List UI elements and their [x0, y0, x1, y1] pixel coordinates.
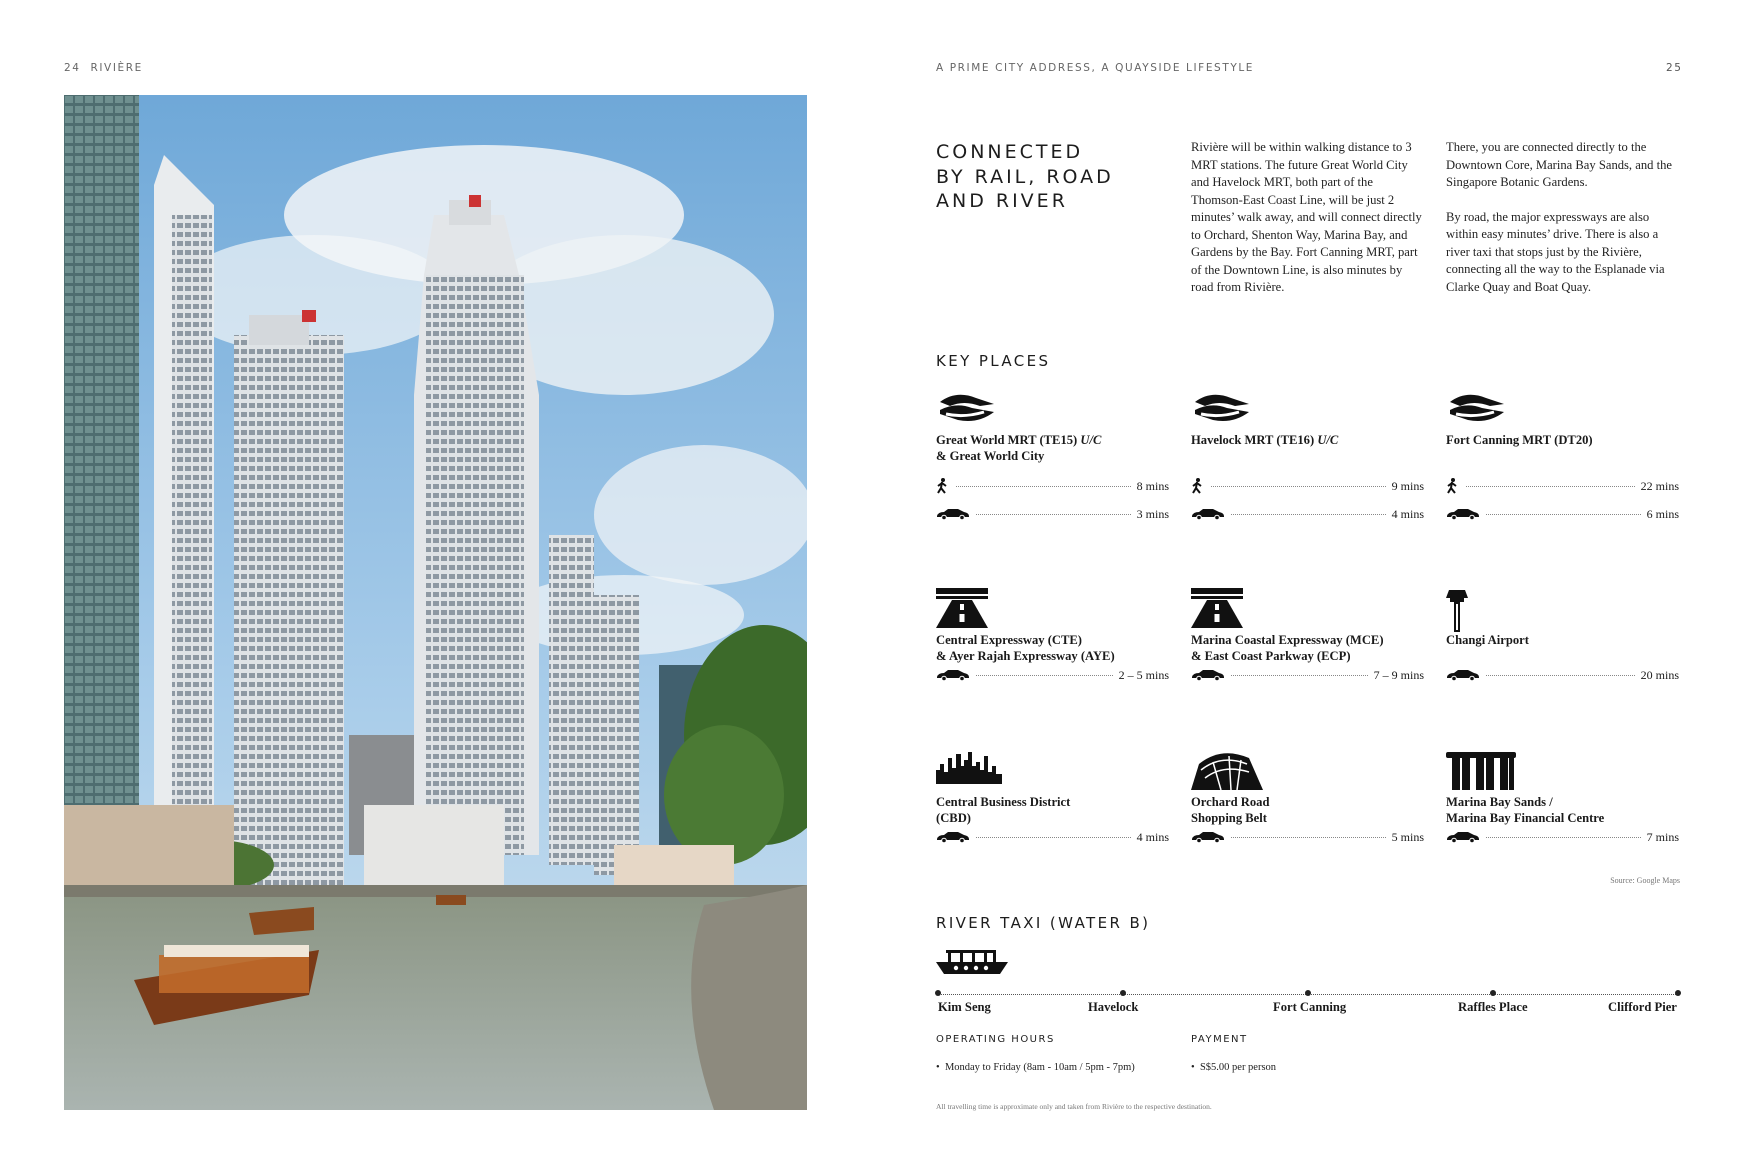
- driving-time-row: [1191, 668, 1424, 682]
- intro-column-2: [1446, 139, 1682, 313]
- section-heading: CONNECTED BY RAIL, ROAD AND RIVER: [936, 141, 1114, 212]
- key-place-1: [936, 392, 1169, 521]
- walking-time-row: [1191, 479, 1424, 493]
- driving-time-row: [1446, 830, 1679, 844]
- payment-text: • S$5.00 per person: [1191, 1062, 1277, 1073]
- dotted-leader: [1486, 837, 1641, 838]
- driving-time-row: [1191, 830, 1424, 844]
- drive-time: 6 mins: [1646, 506, 1679, 521]
- route-stop-name: Raffles Place: [1458, 1000, 1528, 1014]
- walking-icon: [1446, 478, 1460, 494]
- key-place-5: [1191, 588, 1424, 682]
- payment-value: S$5.00 per person: [1199, 1062, 1277, 1073]
- dotted-leader: [1486, 675, 1635, 676]
- dotted-leader: [1231, 514, 1386, 515]
- driving-time-row: [936, 668, 1169, 682]
- mrt-logo-icon: [936, 392, 1169, 422]
- intro-paragraph: By road, the major expressways are also within easy minutes’ drive. There is also a river taxi that stops just by the Rivière, connecting all the way to the Esplanade via Clarke Quay and Boat Quay.: [1446, 209, 1665, 294]
- place-name: Changi Airport: [1446, 633, 1529, 647]
- key-place-2: [1191, 392, 1424, 521]
- dotted-leader: [1466, 486, 1635, 487]
- key-place-6: [1446, 588, 1679, 682]
- operating-hours-value: Monday to Friday (8am - 10am / 5pm - 7pm): [944, 1062, 1135, 1073]
- marina-bay-sands-icon: [1446, 750, 1679, 792]
- dotted-leader: [1231, 837, 1386, 838]
- walking-icon: [936, 478, 950, 494]
- operating-hours-text: • Monday to Friday (8am - 10am / 5pm - 7pm): [936, 1062, 1135, 1073]
- driving-time-row: [936, 830, 1169, 844]
- key-place-7: [936, 750, 1169, 844]
- walking-time-row: [936, 479, 1169, 493]
- walk-time: 8 mins: [1136, 478, 1169, 493]
- key-places-heading: KEY PLACES: [936, 352, 1051, 370]
- right-page-header: A PRIME CITY ADDRESS, A QUAYSIDE LIFESTYLE: [936, 62, 1255, 74]
- driving-time-row: [936, 507, 1169, 521]
- intro-paragraph: Rivière will be within walking distance to 3 MRT stations. The future Great World City and Havelock MRT, both part of the Thomson-East Coast Line, will be just 2 minutes’ walk away, and will connect directly to Orchard, Shenton Way, Marina Bay, and Gardens by the Bay. Fort Canning MRT, part of the Downtown Line, is also minutes by road from Rivière.: [1191, 140, 1422, 294]
- river-taxi-heading: RIVER TAXI (WATER B): [936, 914, 1151, 932]
- route-stop-name: Fort Canning: [1273, 1000, 1347, 1014]
- orchard-building-icon: [1191, 750, 1424, 792]
- route-stop-name: Havelock: [1088, 1000, 1139, 1014]
- car-icon: [1446, 669, 1480, 681]
- key-place-8: [1191, 750, 1424, 844]
- key-place-4: [936, 588, 1169, 682]
- drive-time: 7 mins: [1646, 829, 1679, 844]
- control-tower-icon: [1446, 588, 1679, 630]
- key-place-9: [1446, 750, 1679, 844]
- dotted-leader: [976, 675, 1113, 676]
- car-icon: [936, 508, 970, 520]
- dotted-leader: [1486, 514, 1641, 515]
- drive-time: 2 – 5 mins: [1118, 667, 1169, 682]
- route-stop-dot: [935, 990, 941, 996]
- route-stop-dot: [1675, 990, 1681, 996]
- route-stop-name: Clifford Pier: [1608, 1000, 1677, 1014]
- drive-time: 7 – 9 mins: [1373, 667, 1424, 682]
- dotted-leader: [1211, 486, 1386, 487]
- brand-title: RIVIÈRE: [90, 62, 143, 74]
- dotted-leader: [976, 514, 1131, 515]
- place-name: Great World MRT (TE15) U/C & Great World City: [936, 433, 1102, 463]
- route-stop-dot: [1120, 990, 1126, 996]
- place-name: Central Expressway (CTE) & Ayer Rajah Expressway (AYE): [936, 633, 1115, 663]
- mrt-logo-icon: [1446, 392, 1679, 422]
- place-name: Marina Bay Sands / Marina Bay Financial Centre: [1446, 795, 1605, 825]
- intro-column-1: [1191, 139, 1427, 314]
- car-icon: [1446, 508, 1480, 520]
- driving-time-row: [1191, 507, 1424, 521]
- car-icon: [1446, 831, 1480, 843]
- route-stop-name: Kim Seng: [938, 1000, 991, 1014]
- walking-time-row: [1446, 479, 1679, 493]
- place-name: Fort Canning MRT (DT20): [1446, 433, 1593, 447]
- expressway-icon: [936, 588, 1169, 630]
- car-icon: [936, 669, 970, 681]
- car-icon: [1191, 831, 1225, 843]
- place-name: Orchard Road Shopping Belt: [1191, 795, 1270, 825]
- operating-hours-label: OPERATING HOURS: [936, 1034, 1055, 1045]
- dotted-leader: [956, 486, 1131, 487]
- place-name: Marina Coastal Expressway (MCE) & East Coast Parkway (ECP): [1191, 633, 1384, 663]
- expressway-icon: [1191, 588, 1424, 630]
- skyline-icon: [936, 750, 1169, 792]
- page-number-right: 25: [1666, 62, 1683, 74]
- driving-time-row: [1446, 507, 1679, 521]
- mrt-logo-icon: [1191, 392, 1424, 422]
- river-taxi-boat-icon: [936, 948, 1008, 981]
- dotted-leader: [976, 837, 1131, 838]
- walk-time: 22 mins: [1640, 478, 1679, 493]
- drive-time: 4 mins: [1391, 506, 1424, 521]
- driving-time-row: [1446, 668, 1679, 682]
- route-stop-dot: [1490, 990, 1496, 996]
- drive-time: 5 mins: [1391, 829, 1424, 844]
- place-name: Havelock MRT (TE16) U/C: [1191, 433, 1339, 447]
- key-place-3: [1446, 392, 1679, 521]
- walking-icon: [1191, 478, 1205, 494]
- walk-time: 9 mins: [1391, 478, 1424, 493]
- car-icon: [1191, 669, 1225, 681]
- drive-time: 3 mins: [1136, 506, 1169, 521]
- dotted-leader: [1231, 675, 1368, 676]
- place-name: Central Business District (CBD): [936, 795, 1071, 825]
- route-stop-dot: [1305, 990, 1311, 996]
- intro-paragraph: There, you are connected directly to the Downtown Core, Marina Bay Sands, and the Singapore Botanic Gardens.: [1446, 140, 1672, 189]
- drive-time: 20 mins: [1640, 667, 1679, 682]
- payment-label: PAYMENT: [1191, 1034, 1248, 1045]
- footnote: All travelling time is approximate only and taken from Rivière to the respective destination.: [936, 1102, 1212, 1111]
- page-number-left: 24: [64, 62, 81, 74]
- drive-time: 4 mins: [1136, 829, 1169, 844]
- car-icon: [936, 831, 970, 843]
- car-icon: [1191, 508, 1225, 520]
- singapore-river-photo: [64, 95, 807, 1110]
- left-page-header: [64, 62, 143, 74]
- source-note: Source: Google Maps: [1610, 876, 1680, 885]
